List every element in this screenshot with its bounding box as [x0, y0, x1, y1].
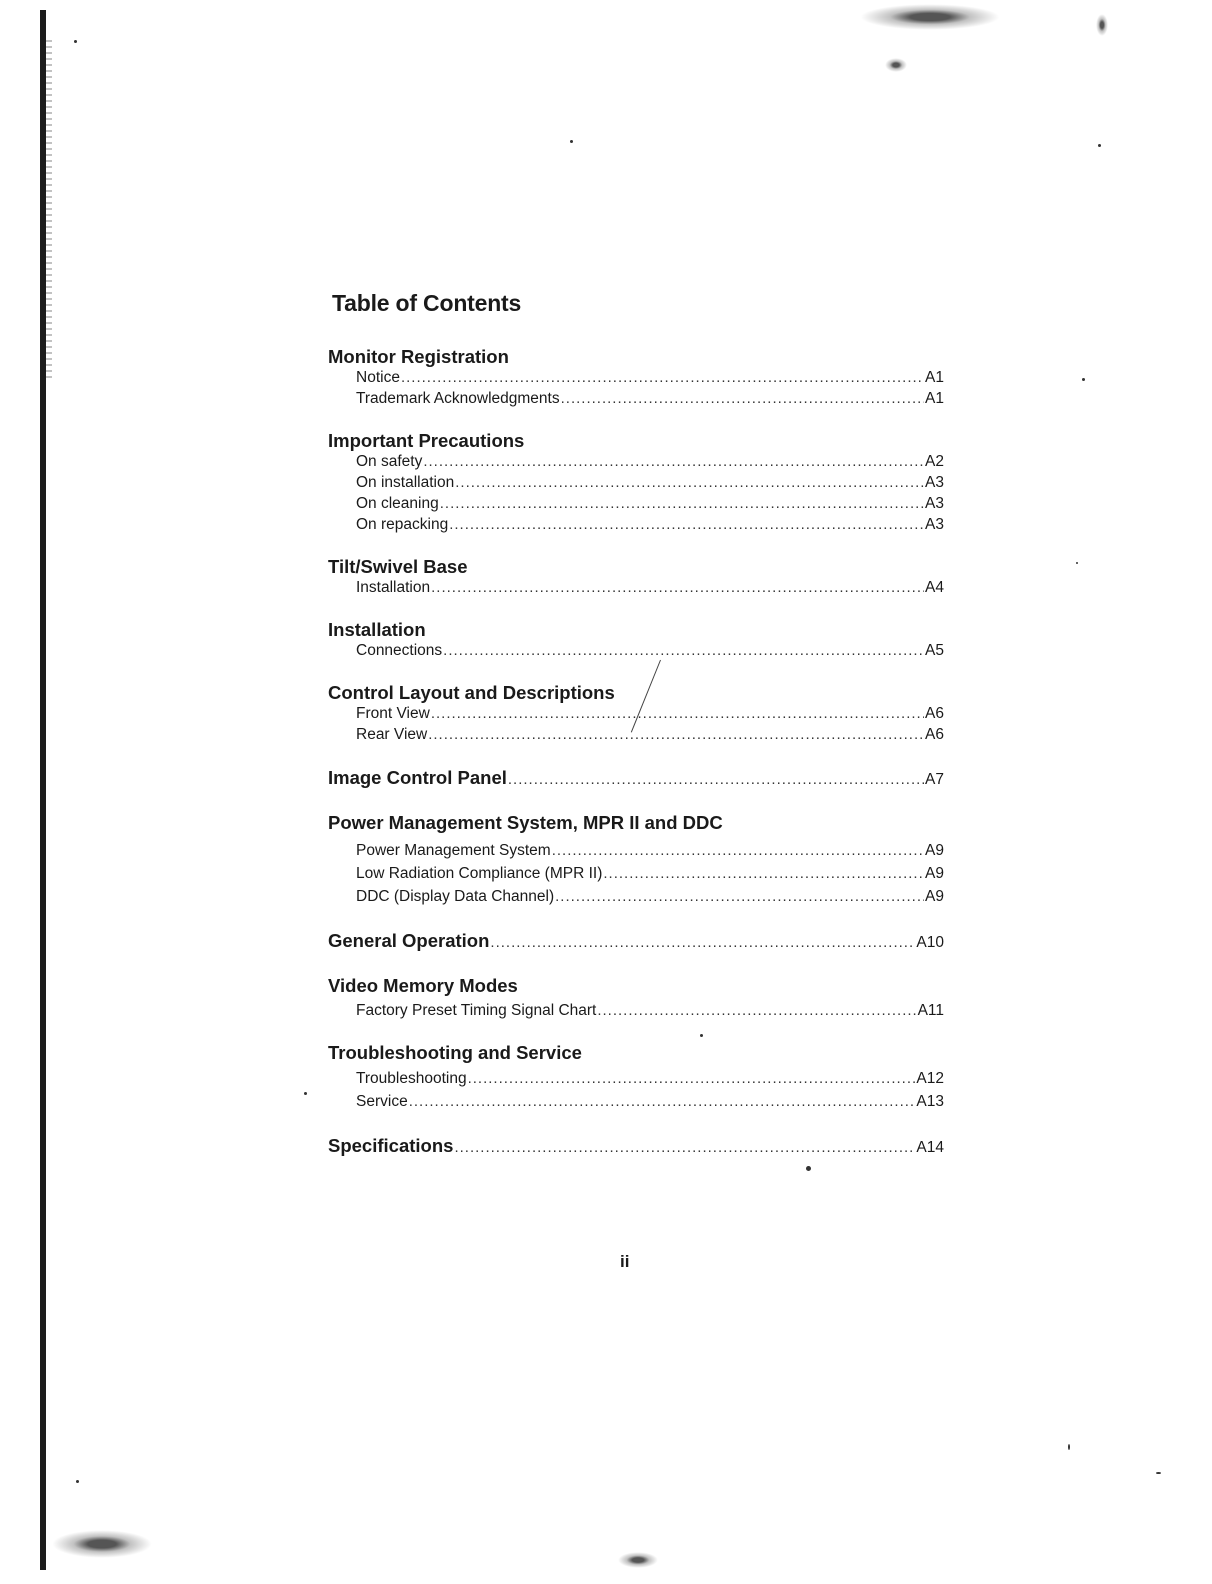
dot-leader — [603, 862, 924, 885]
entry-label: Low Radiation Compliance (MPR II) — [356, 865, 603, 882]
toc-entry[interactable] — [328, 885, 944, 908]
toc-section-general-operation — [328, 930, 944, 954]
scan-dot — [1082, 378, 1085, 381]
scan-dot — [304, 1092, 307, 1095]
toc-section-specifications — [328, 1135, 944, 1159]
dot-leader — [508, 769, 924, 791]
dot-leader — [597, 1000, 916, 1021]
entry-label: Power Management System — [356, 842, 551, 859]
dot-leader — [455, 472, 924, 493]
entry-label: Notice — [356, 369, 400, 386]
dot-leader — [409, 1090, 916, 1113]
toc-section-tilt-swivel-base — [328, 557, 944, 598]
entry-page: A14 — [916, 1139, 944, 1156]
section-heading: Power Management System, MPR II and DDC — [328, 812, 723, 833]
entry-page: A6 — [925, 726, 944, 743]
dot-leader — [401, 367, 924, 388]
entry-page: A12 — [916, 1070, 944, 1087]
entry-label: Trademark Acknowledgments — [356, 390, 560, 407]
entry-label: On cleaning — [356, 495, 439, 512]
section-heading: General Operation — [328, 930, 490, 951]
toc-entry[interactable] — [328, 839, 944, 862]
section-heading: Important Precautions — [328, 430, 525, 451]
toc-entry[interactable] — [328, 862, 944, 885]
toc-entry[interactable] — [328, 451, 944, 472]
entry-page: A9 — [925, 888, 944, 905]
entry-page: A1 — [925, 369, 944, 386]
toc-section-image-control-panel — [328, 767, 944, 791]
entry-page: A3 — [925, 495, 944, 512]
section-heading: Image Control Panel — [328, 767, 507, 788]
toc-entry[interactable] — [328, 1067, 944, 1090]
scan-smudge-top-right — [860, 4, 1000, 30]
entry-page: A6 — [925, 705, 944, 722]
toc-entry[interactable] — [328, 1090, 944, 1113]
scan-dot — [1098, 144, 1101, 147]
toc-entry[interactable] — [328, 1135, 944, 1159]
toc-entry[interactable] — [328, 388, 944, 409]
entry-label: On safety — [356, 453, 423, 470]
dot-leader — [552, 839, 924, 862]
section-heading: Troubleshooting and Service — [328, 1042, 582, 1063]
section-heading: Installation — [328, 619, 426, 640]
table-of-contents — [328, 290, 944, 1181]
dot-leader — [428, 724, 924, 745]
entry-label: DDC (Display Data Channel) — [356, 888, 555, 905]
toc-entry[interactable] — [328, 703, 944, 724]
scan-smudge-bottom-left — [52, 1530, 152, 1558]
dot-leader — [440, 493, 924, 514]
scan-dot — [1156, 1472, 1161, 1474]
entry-page: A5 — [925, 642, 944, 659]
toc-entry[interactable] — [328, 367, 944, 388]
entry-page: A1 — [925, 390, 944, 407]
section-heading: Specifications — [328, 1135, 454, 1156]
toc-entry[interactable] — [328, 640, 944, 661]
entry-page: A9 — [925, 842, 944, 859]
entry-label: Troubleshooting — [356, 1070, 467, 1087]
dot-leader — [431, 703, 924, 724]
entry-page: A7 — [925, 771, 944, 788]
toc-entry[interactable] — [328, 514, 944, 535]
entry-page: A9 — [925, 865, 944, 882]
entry-page: A2 — [925, 453, 944, 470]
scan-dot — [74, 40, 77, 43]
dot-leader — [431, 577, 924, 598]
entry-page: A3 — [925, 516, 944, 533]
entry-label: Installation — [356, 579, 431, 596]
toc-section-monitor-registration — [328, 347, 944, 409]
dot-leader — [555, 885, 924, 908]
entry-page: A13 — [916, 1093, 944, 1110]
toc-entry[interactable] — [328, 472, 944, 493]
toc-section-important-precautions — [328, 431, 944, 535]
toc-entry[interactable] — [328, 577, 944, 598]
toc-title: Table of Contents — [332, 290, 522, 316]
scan-dot — [1068, 1444, 1070, 1450]
toc-section-control-layout — [328, 683, 944, 745]
entry-page: A4 — [925, 579, 944, 596]
scan-smudge-top-right-2 — [885, 58, 907, 72]
toc-entry[interactable] — [328, 724, 944, 745]
toc-entry[interactable] — [328, 1000, 944, 1021]
entry-page: A11 — [917, 1002, 944, 1019]
scan-dot — [1076, 562, 1078, 564]
toc-entry[interactable] — [328, 767, 944, 791]
scan-smudge-corner — [1096, 14, 1108, 36]
toc-entry[interactable] — [328, 493, 944, 514]
entry-label: Service — [356, 1093, 408, 1110]
binding-speckle — [46, 40, 52, 380]
entry-label: Front View — [356, 705, 430, 722]
section-heading: Tilt/Swivel Base — [328, 556, 468, 577]
entry-label: Rear View — [356, 726, 428, 743]
scan-smudge-bottom-center — [618, 1552, 658, 1568]
entry-label: On repacking — [356, 516, 449, 533]
dot-leader — [561, 388, 924, 409]
entry-label: Connections — [356, 642, 443, 659]
dot-leader — [443, 640, 924, 661]
entry-label: Factory Preset Timing Signal Chart — [356, 1002, 597, 1019]
dot-leader — [468, 1067, 916, 1090]
section-heading: Control Layout and Descriptions — [328, 682, 615, 703]
toc-section-power-management — [328, 813, 944, 908]
toc-section-troubleshooting — [328, 1043, 944, 1113]
entry-page: A10 — [916, 934, 944, 951]
toc-section-video-memory-modes — [328, 976, 944, 1021]
section-heading: Monitor Registration — [328, 346, 509, 367]
scan-dot — [570, 140, 573, 143]
scan-dot — [76, 1480, 79, 1483]
entry-page: A3 — [925, 474, 944, 491]
page-number: ii — [620, 1252, 630, 1271]
dot-leader — [423, 451, 924, 472]
toc-entry[interactable] — [328, 930, 944, 954]
dot-leader — [454, 1137, 915, 1159]
dot-leader — [449, 514, 924, 535]
entry-label: On installation — [356, 474, 455, 491]
dot-leader — [490, 932, 915, 954]
toc-section-installation — [328, 620, 944, 661]
section-heading: Video Memory Modes — [328, 975, 518, 996]
